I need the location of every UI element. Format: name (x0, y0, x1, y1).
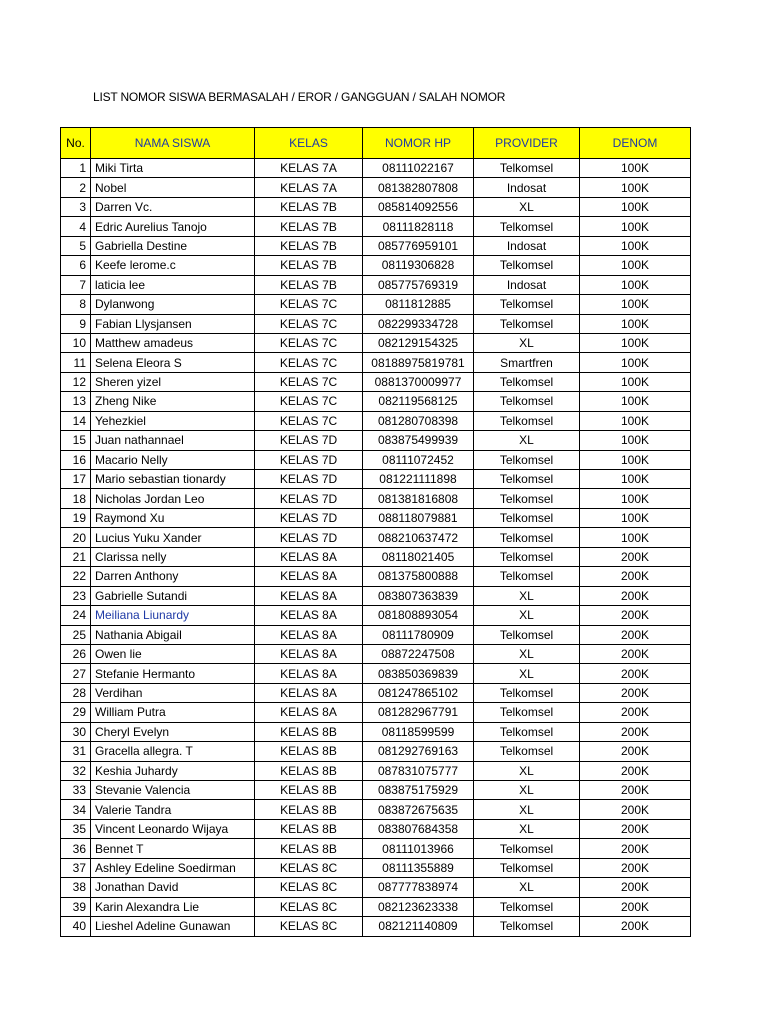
cell-no: 7 (61, 275, 91, 294)
cell-no: 34 (61, 800, 91, 819)
cell-no: 10 (61, 333, 91, 352)
table-row (61, 703, 691, 722)
cell-name: Zheng Nike (91, 392, 255, 411)
table-row (61, 897, 691, 916)
cell-no: 25 (61, 625, 91, 644)
cell-provider: Telkomsel (474, 372, 580, 391)
cell-provider: Smartfren (474, 353, 580, 372)
cell-phone: 083807363839 (363, 586, 474, 605)
cell-provider: XL (474, 644, 580, 663)
cell-denom: 100K (580, 333, 691, 352)
cell-denom: 200K (580, 722, 691, 741)
cell-denom: 200K (580, 606, 691, 625)
cell-denom: 100K (580, 178, 691, 197)
header-name: NAMA SISWA (91, 128, 255, 159)
cell-name: Selena Eleora S (91, 353, 255, 372)
cell-phone: 082129154325 (363, 333, 474, 352)
cell-name: Edric Aurelius Tanojo (91, 217, 255, 236)
cell-denom: 100K (580, 508, 691, 527)
cell-kelas: KELAS 8B (255, 781, 363, 800)
table-row (61, 839, 691, 858)
cell-no: 31 (61, 742, 91, 761)
cell-denom: 100K (580, 489, 691, 508)
cell-name: Jonathan David (91, 878, 255, 897)
cell-denom: 200K (580, 761, 691, 780)
cell-no: 23 (61, 586, 91, 605)
cell-name: Karin Alexandra Lie (91, 897, 255, 916)
cell-denom: 200K (580, 644, 691, 663)
cell-denom: 200K (580, 781, 691, 800)
cell-phone: 0881370009977 (363, 372, 474, 391)
cell-provider: XL (474, 333, 580, 352)
table-row (61, 353, 691, 372)
cell-name: Keshia Juhardy (91, 761, 255, 780)
cell-name: Cheryl Evelyn (91, 722, 255, 741)
cell-no: 15 (61, 431, 91, 450)
cell-kelas: KELAS 8B (255, 800, 363, 819)
cell-kelas: KELAS 7A (255, 178, 363, 197)
table-row (61, 781, 691, 800)
cell-provider: XL (474, 761, 580, 780)
cell-provider: Telkomsel (474, 470, 580, 489)
cell-kelas: KELAS 7C (255, 392, 363, 411)
cell-provider: Telkomsel (474, 858, 580, 877)
table-row (61, 178, 691, 197)
cell-no: 5 (61, 236, 91, 255)
cell-kelas: KELAS 7C (255, 353, 363, 372)
cell-denom: 100K (580, 528, 691, 547)
cell-no: 27 (61, 664, 91, 683)
cell-denom: 100K (580, 372, 691, 391)
cell-no: 8 (61, 295, 91, 314)
cell-no: 28 (61, 683, 91, 702)
cell-no: 21 (61, 547, 91, 566)
cell-no: 13 (61, 392, 91, 411)
cell-name: Lucius Yuku Xander (91, 528, 255, 547)
cell-denom: 200K (580, 897, 691, 916)
table-row (61, 411, 691, 430)
cell-provider: XL (474, 878, 580, 897)
cell-no: 16 (61, 450, 91, 469)
table-row (61, 197, 691, 216)
table-header-row (61, 128, 691, 159)
cell-kelas: KELAS 7D (255, 431, 363, 450)
cell-phone: 081282967791 (363, 703, 474, 722)
cell-phone: 087777838974 (363, 878, 474, 897)
cell-provider: Telkomsel (474, 839, 580, 858)
cell-phone: 081381816808 (363, 489, 474, 508)
cell-provider: Indosat (474, 236, 580, 255)
cell-provider: Telkomsel (474, 256, 580, 275)
table-row (61, 606, 691, 625)
cell-name: Gracella allegra. T (91, 742, 255, 761)
table-row (61, 819, 691, 838)
cell-provider: Indosat (474, 178, 580, 197)
cell-provider: Telkomsel (474, 683, 580, 702)
cell-phone: 08111013966 (363, 839, 474, 858)
cell-name: Gabrielle Sutandi (91, 586, 255, 605)
cell-no: 39 (61, 897, 91, 916)
cell-no: 4 (61, 217, 91, 236)
table-row (61, 625, 691, 644)
cell-kelas: KELAS 8C (255, 878, 363, 897)
cell-provider: Telkomsel (474, 314, 580, 333)
table-row (61, 392, 691, 411)
cell-phone: 08188975819781 (363, 353, 474, 372)
cell-phone: 083872675635 (363, 800, 474, 819)
cell-name: Lieshel Adeline Gunawan (91, 917, 255, 936)
cell-kelas: KELAS 7D (255, 470, 363, 489)
cell-denom: 200K (580, 858, 691, 877)
cell-phone: 08872247508 (363, 644, 474, 663)
cell-phone: 085776959101 (363, 236, 474, 255)
cell-phone: 088210637472 (363, 528, 474, 547)
cell-no: 37 (61, 858, 91, 877)
cell-provider: Telkomsel (474, 217, 580, 236)
cell-denom: 100K (580, 295, 691, 314)
table-row (61, 547, 691, 566)
table-row (61, 159, 691, 178)
cell-phone: 085814092556 (363, 197, 474, 216)
cell-kelas: KELAS 8C (255, 858, 363, 877)
cell-no: 38 (61, 878, 91, 897)
cell-name: Stefanie Hermanto (91, 664, 255, 683)
header-kelas: KELAS (255, 128, 363, 159)
cell-denom: 100K (580, 392, 691, 411)
cell-name: laticia lee (91, 275, 255, 294)
table-row (61, 217, 691, 236)
cell-provider: Telkomsel (474, 547, 580, 566)
cell-kelas: KELAS 8A (255, 683, 363, 702)
table-row (61, 567, 691, 586)
cell-provider: XL (474, 819, 580, 838)
cell-provider: Telkomsel (474, 897, 580, 916)
table-row (61, 644, 691, 663)
cell-provider: XL (474, 664, 580, 683)
table-row (61, 800, 691, 819)
cell-denom: 200K (580, 878, 691, 897)
cell-provider: Telkomsel (474, 411, 580, 430)
cell-kelas: KELAS 8A (255, 586, 363, 605)
cell-no: 20 (61, 528, 91, 547)
cell-denom: 200K (580, 625, 691, 644)
cell-no: 12 (61, 372, 91, 391)
cell-name: Fabian Llysjansen (91, 314, 255, 333)
cell-name: Bennet T (91, 839, 255, 858)
cell-phone: 08111022167 (363, 159, 474, 178)
cell-kelas: KELAS 7A (255, 159, 363, 178)
cell-phone: 08119306828 (363, 256, 474, 275)
cell-no: 11 (61, 353, 91, 372)
cell-denom: 200K (580, 742, 691, 761)
cell-no: 29 (61, 703, 91, 722)
table-row (61, 878, 691, 897)
cell-name: Valerie Tandra (91, 800, 255, 819)
cell-name: Nathania Abigail (91, 625, 255, 644)
cell-provider: Telkomsel (474, 567, 580, 586)
table-body (61, 159, 691, 937)
cell-name: Nicholas Jordan Leo (91, 489, 255, 508)
cell-name: Macario Nelly (91, 450, 255, 469)
cell-provider: Telkomsel (474, 489, 580, 508)
cell-kelas: KELAS 7B (255, 275, 363, 294)
cell-provider: Telkomsel (474, 917, 580, 936)
cell-name: Raymond Xu (91, 508, 255, 527)
cell-name: Gabriella Destine (91, 236, 255, 255)
cell-denom: 100K (580, 217, 691, 236)
cell-kelas: KELAS 7C (255, 295, 363, 314)
cell-no: 14 (61, 411, 91, 430)
cell-name: Miki Tirta (91, 159, 255, 178)
cell-name: Clarissa nelly (91, 547, 255, 566)
header-denom: DENOM (580, 128, 691, 159)
cell-phone: 083850369839 (363, 664, 474, 683)
document-title: LIST NOMOR SISWA BERMASALAH / EROR / GANGGUAN / SALAH NOMOR (93, 90, 506, 104)
cell-phone: 08118021405 (363, 547, 474, 566)
cell-kelas: KELAS 7B (255, 256, 363, 275)
table-row (61, 528, 691, 547)
table-row (61, 372, 691, 391)
cell-kelas: KELAS 8C (255, 897, 363, 916)
cell-no: 18 (61, 489, 91, 508)
cell-kelas: KELAS 7C (255, 314, 363, 333)
cell-name: Darren Vc. (91, 197, 255, 216)
cell-name: Vincent Leonardo Wijaya (91, 819, 255, 838)
cell-phone: 081375800888 (363, 567, 474, 586)
cell-name: Matthew amadeus (91, 333, 255, 352)
cell-denom: 200K (580, 567, 691, 586)
cell-phone: 081280708398 (363, 411, 474, 430)
cell-denom: 200K (580, 800, 691, 819)
cell-name: Mario sebastian tionardy (91, 470, 255, 489)
cell-kelas: KELAS 8B (255, 761, 363, 780)
cell-kelas: KELAS 8B (255, 819, 363, 838)
cell-phone: 088118079881 (363, 508, 474, 527)
table-row (61, 314, 691, 333)
table-row (61, 917, 691, 936)
cell-no: 9 (61, 314, 91, 333)
cell-phone: 08111828118 (363, 217, 474, 236)
cell-kelas: KELAS 7D (255, 508, 363, 527)
cell-provider: XL (474, 197, 580, 216)
cell-name: Verdihan (91, 683, 255, 702)
cell-phone: 0811812885 (363, 295, 474, 314)
cell-kelas: KELAS 7D (255, 489, 363, 508)
cell-phone: 082121140809 (363, 917, 474, 936)
cell-denom: 100K (580, 314, 691, 333)
cell-kelas: KELAS 8B (255, 839, 363, 858)
cell-provider: Telkomsel (474, 159, 580, 178)
table-row (61, 761, 691, 780)
table-row (61, 295, 691, 314)
cell-no: 22 (61, 567, 91, 586)
cell-no: 17 (61, 470, 91, 489)
cell-no: 33 (61, 781, 91, 800)
cell-no: 24 (61, 606, 91, 625)
cell-no: 35 (61, 819, 91, 838)
cell-name: Darren Anthony (91, 567, 255, 586)
cell-provider: Telkomsel (474, 742, 580, 761)
cell-phone: 083875499939 (363, 431, 474, 450)
cell-phone: 085775769319 (363, 275, 474, 294)
cell-denom: 100K (580, 450, 691, 469)
cell-kelas: KELAS 8A (255, 547, 363, 566)
table-row (61, 275, 691, 294)
cell-phone: 087831075777 (363, 761, 474, 780)
cell-denom: 200K (580, 917, 691, 936)
cell-kelas: KELAS 7B (255, 197, 363, 216)
cell-kelas: KELAS 7B (255, 217, 363, 236)
cell-provider: XL (474, 800, 580, 819)
cell-name: Juan nathannael (91, 431, 255, 450)
cell-name: Keefe lerome.c (91, 256, 255, 275)
cell-denom: 200K (580, 664, 691, 683)
cell-denom: 100K (580, 159, 691, 178)
cell-phone: 08118599599 (363, 722, 474, 741)
cell-name: William Putra (91, 703, 255, 722)
cell-phone: 08111780909 (363, 625, 474, 644)
table-row (61, 489, 691, 508)
cell-no: 19 (61, 508, 91, 527)
cell-no: 32 (61, 761, 91, 780)
table-row (61, 683, 691, 702)
cell-provider: Telkomsel (474, 295, 580, 314)
cell-name: Stevanie Valencia (91, 781, 255, 800)
cell-denom: 100K (580, 197, 691, 216)
cell-name: Meiliana Liunardy (91, 606, 255, 625)
table-row (61, 858, 691, 877)
cell-name: Dylanwong (91, 295, 255, 314)
cell-denom: 200K (580, 819, 691, 838)
table-row (61, 742, 691, 761)
student-table (60, 127, 691, 937)
cell-no: 2 (61, 178, 91, 197)
cell-provider: Telkomsel (474, 528, 580, 547)
table-row (61, 236, 691, 255)
cell-kelas: KELAS 7D (255, 450, 363, 469)
cell-no: 1 (61, 159, 91, 178)
cell-phone: 081247865102 (363, 683, 474, 702)
table-row (61, 431, 691, 450)
cell-phone: 082123623338 (363, 897, 474, 916)
cell-no: 30 (61, 722, 91, 741)
cell-provider: Indosat (474, 275, 580, 294)
cell-name: Yehezkiel (91, 411, 255, 430)
cell-provider: Telkomsel (474, 625, 580, 644)
cell-provider: Telkomsel (474, 703, 580, 722)
header-hp: NOMOR HP (363, 128, 474, 159)
cell-kelas: KELAS 8B (255, 742, 363, 761)
cell-denom: 100K (580, 236, 691, 255)
cell-denom: 200K (580, 547, 691, 566)
cell-provider: XL (474, 431, 580, 450)
cell-kelas: KELAS 8C (255, 917, 363, 936)
cell-phone: 082299334728 (363, 314, 474, 333)
cell-provider: XL (474, 586, 580, 605)
cell-denom: 100K (580, 256, 691, 275)
cell-kelas: KELAS 8A (255, 567, 363, 586)
cell-denom: 100K (580, 411, 691, 430)
cell-phone: 082119568125 (363, 392, 474, 411)
cell-kelas: KELAS 7C (255, 333, 363, 352)
cell-kelas: KELAS 8B (255, 722, 363, 741)
cell-no: 40 (61, 917, 91, 936)
cell-phone: 08111072452 (363, 450, 474, 469)
cell-phone: 081808893054 (363, 606, 474, 625)
cell-denom: 100K (580, 431, 691, 450)
table-row (61, 508, 691, 527)
cell-denom: 200K (580, 703, 691, 722)
table-row (61, 722, 691, 741)
cell-denom: 200K (580, 839, 691, 858)
cell-kelas: KELAS 8A (255, 644, 363, 663)
cell-kelas: KELAS 8A (255, 606, 363, 625)
cell-denom: 200K (580, 586, 691, 605)
cell-kelas: KELAS 7B (255, 236, 363, 255)
table-row (61, 664, 691, 683)
cell-name: Nobel (91, 178, 255, 197)
cell-provider: XL (474, 606, 580, 625)
cell-no: 6 (61, 256, 91, 275)
table-row (61, 450, 691, 469)
cell-no: 26 (61, 644, 91, 663)
table-row (61, 470, 691, 489)
cell-provider: Telkomsel (474, 722, 580, 741)
table-row (61, 586, 691, 605)
cell-no: 36 (61, 839, 91, 858)
table-row (61, 333, 691, 352)
table-row (61, 256, 691, 275)
cell-denom: 100K (580, 470, 691, 489)
cell-provider: Telkomsel (474, 508, 580, 527)
cell-kelas: KELAS 8A (255, 664, 363, 683)
cell-phone: 081382807808 (363, 178, 474, 197)
cell-phone: 081221111898 (363, 470, 474, 489)
cell-provider: Telkomsel (474, 450, 580, 469)
cell-kelas: KELAS 8A (255, 703, 363, 722)
cell-kelas: KELAS 7C (255, 411, 363, 430)
cell-no: 3 (61, 197, 91, 216)
cell-phone: 08111355889 (363, 858, 474, 877)
cell-denom: 100K (580, 275, 691, 294)
cell-provider: XL (474, 781, 580, 800)
cell-name: Owen lie (91, 644, 255, 663)
cell-phone: 083875175929 (363, 781, 474, 800)
header-no: No. (61, 128, 91, 159)
cell-phone: 083807684358 (363, 819, 474, 838)
cell-denom: 100K (580, 353, 691, 372)
cell-kelas: KELAS 7C (255, 372, 363, 391)
cell-provider: Telkomsel (474, 392, 580, 411)
cell-kelas: KELAS 8A (255, 625, 363, 644)
cell-phone: 081292769163 (363, 742, 474, 761)
cell-kelas: KELAS 7D (255, 528, 363, 547)
cell-name: Ashley Edeline Soedirman (91, 858, 255, 877)
cell-denom: 200K (580, 683, 691, 702)
cell-name: Sheren yizel (91, 372, 255, 391)
header-provider: PROVIDER (474, 128, 580, 159)
